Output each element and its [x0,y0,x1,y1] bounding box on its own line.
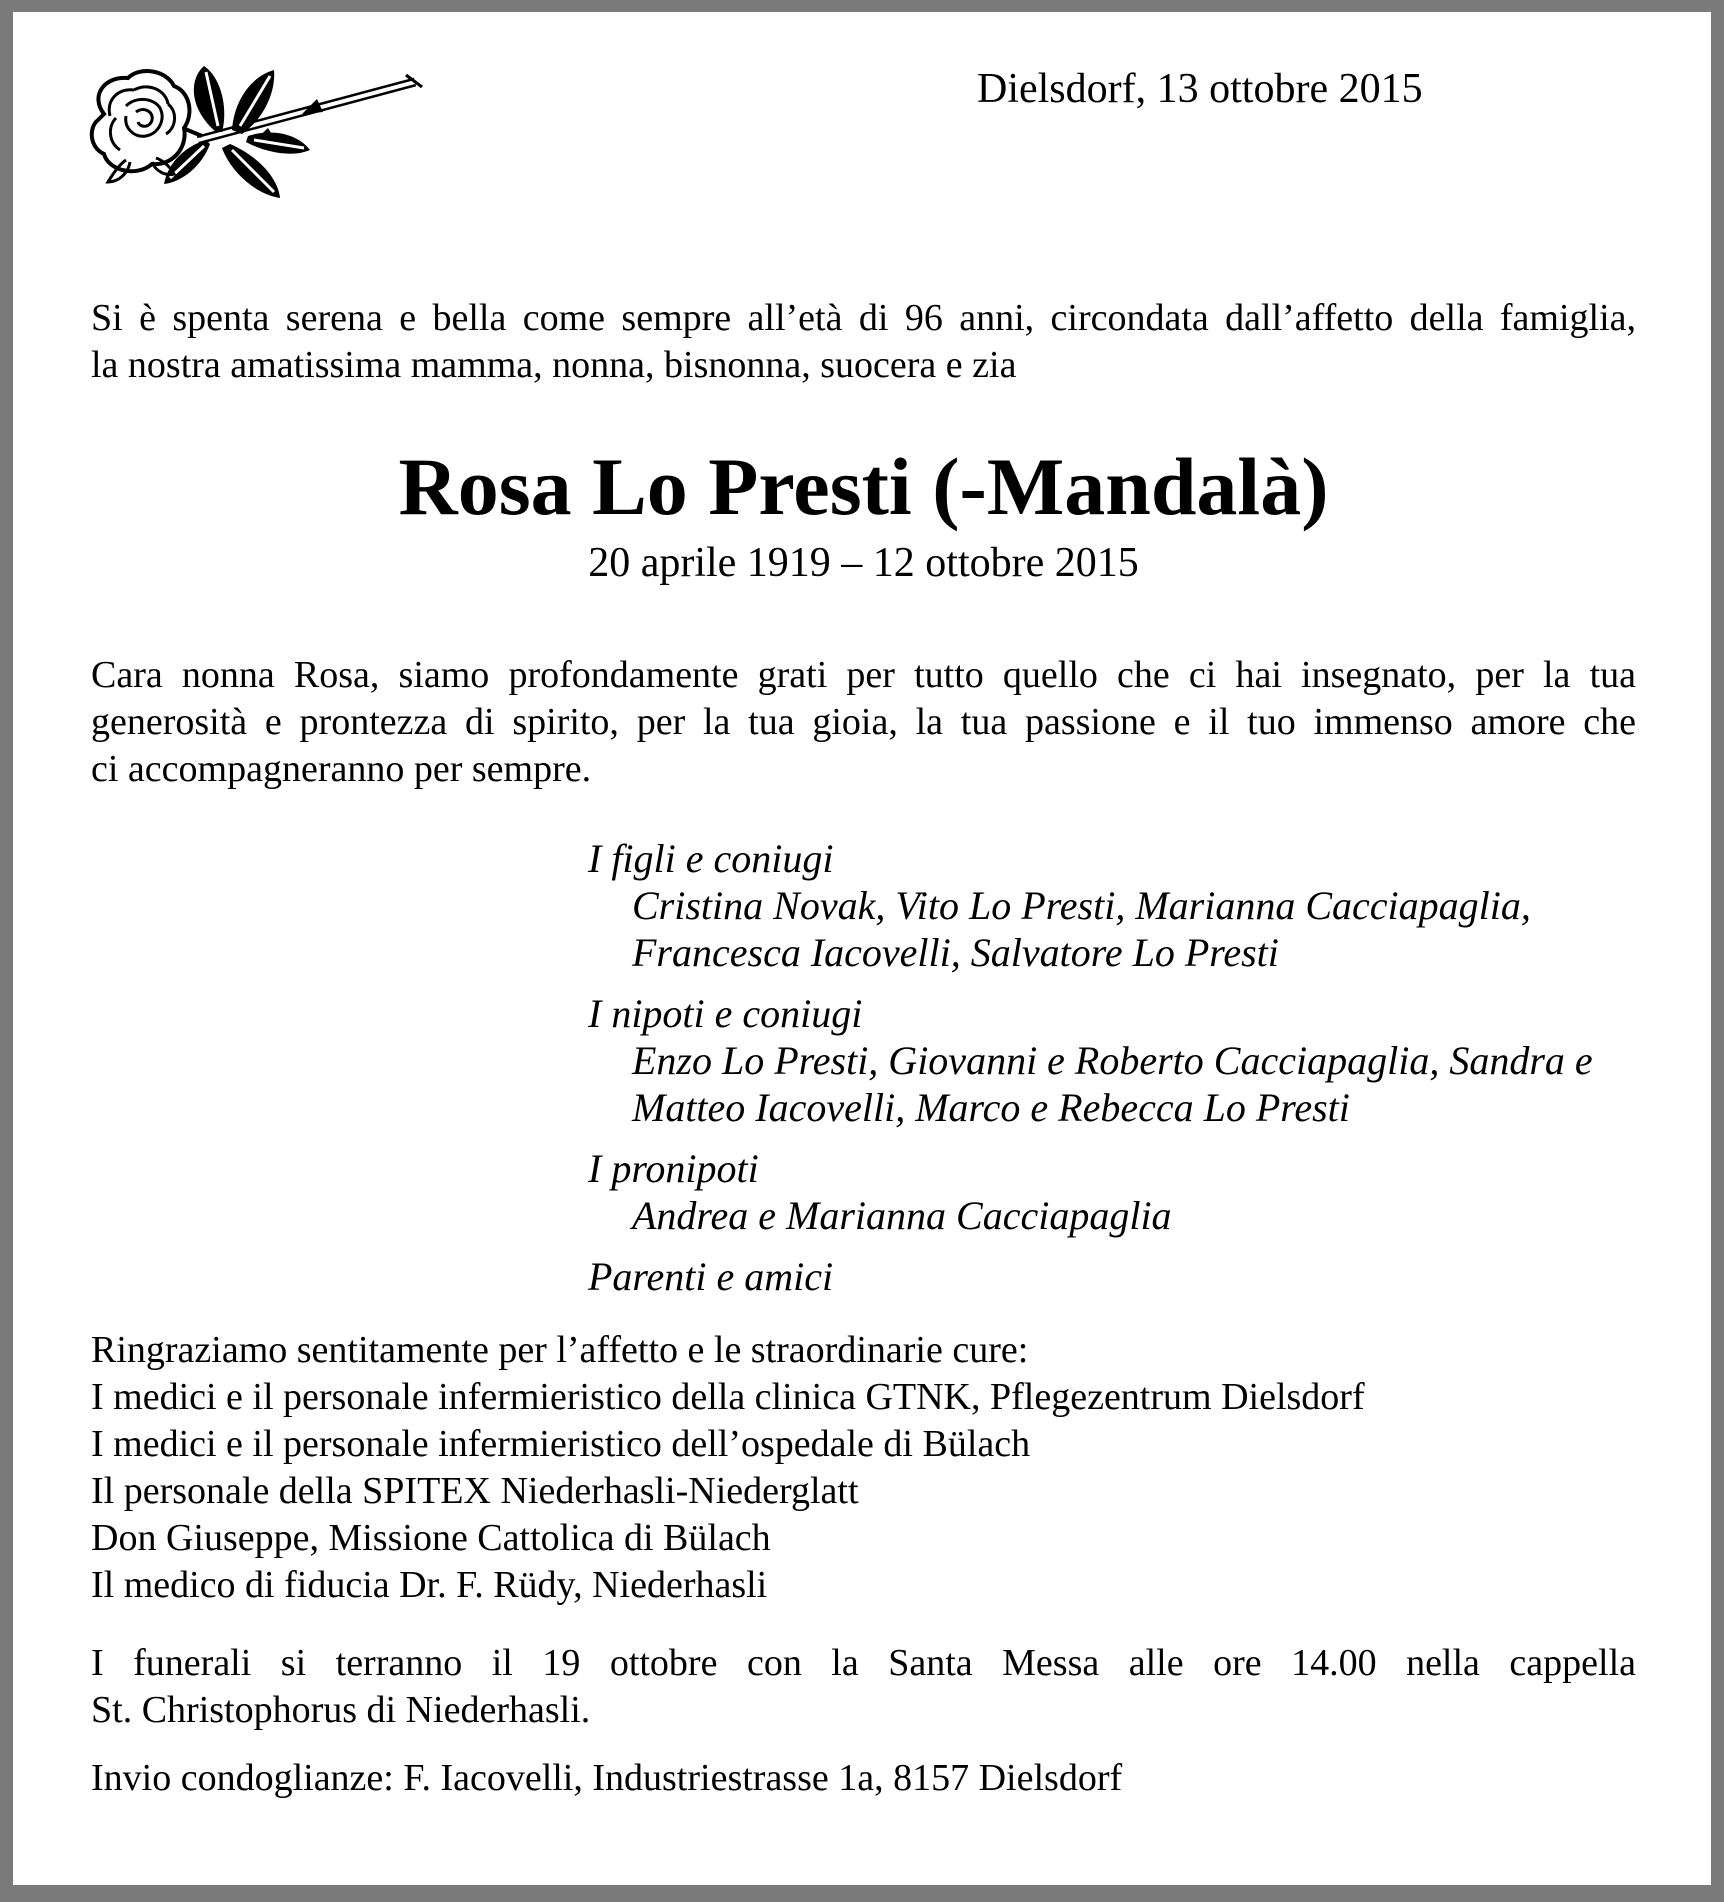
thanks-line: Il personale della SPITEX Niederhasli-Niederglatt [91,1470,859,1512]
tribute-paragraph [91,652,1636,793]
rose-icon [70,62,445,207]
notice-body [13,295,1711,1802]
family-group-grandchildren [588,990,1636,1131]
thanks-line: I medici e il personale infermieristico della clinica GTNK, Pflegezentrum Dielsdorf [91,1376,1365,1418]
condolences-address: Invio condoglianze: F. Iacovelli, Industriestrasse 1a, 8157 Dielsdorf [91,1757,1123,1799]
funeral-line: St. Christophorus di Niederhasli. [91,1689,591,1731]
family-names-line: Cristina Novak, Vito Lo Presti, Marianna Cacciapaglia, [632,883,1531,928]
intro-line: Si è spenta serena e bella come sempre all’età di 96 anni, circondata dall’affetto della famiglia, [91,297,1636,339]
tribute-line: ci accompagneranno per sempre. [91,748,592,790]
family-list [588,835,1636,1300]
tribute-line: Cara nonna Rosa, siamo profondamente grati per tutto quello che ci hai insegnato, per la tua [91,654,1636,696]
intro-line: la nostra amatissima mamma, nonna, bisnonna, suocera e zia [91,344,1017,386]
thanks-line: I medici e il personale infermieristico dell’ospedale di Bülach [91,1423,1031,1465]
deceased-name-title: Rosa Lo Presti (-Mandalà) [398,441,1329,532]
intro-paragraph [91,295,1636,389]
family-group-children [588,835,1636,976]
family-group-label: I figli e coniugi [588,836,834,881]
header [13,12,1711,162]
family-names-line: Enzo Lo Presti, Giovanni e Roberto Cacciapaglia, Sandra e [632,1038,1593,1083]
birth-death-dates: 20 aprile 1919 – 12 ottobre 2015 [588,540,1139,586]
family-group-label: I pronipoti [588,1146,759,1191]
family-group-label: I nipoti e coniugi [588,991,863,1036]
tribute-line: generosità e prontezza di spirito, per la tua gioia, la tua passione e il tuo immenso amore che [91,701,1636,743]
family-names-line: Andrea e Marianna Cacciapaglia [632,1193,1172,1238]
family-names-line: Francesca Iacovelli, Salvatore Lo Presti [632,930,1279,975]
thanks-line: Don Giuseppe, Missione Cattolica di Bülach [91,1517,771,1559]
place-date-line: Dielsdorf, 13 ottobre 2015 [977,66,1423,112]
family-names-line: Matteo Iacovelli, Marco e Rebecca Lo Presti [632,1085,1350,1130]
thanks-line: Ringraziamo sentitamente per l’affetto e le straordinarie cure: [91,1329,1029,1371]
acknowledgements [91,1327,1636,1609]
family-group-great-grandchildren [588,1145,1636,1239]
funeral-info-paragraph [91,1640,1636,1734]
thanks-line: Il medico di fiducia Dr. F. Rüdy, Niederhasli [91,1564,768,1606]
family-group-label: Parenti e amici [588,1254,834,1299]
funeral-line: I funerali si terranno il 19 ottobre con la Santa Messa alle ore 14.00 nella cappella [91,1642,1636,1684]
family-group-relatives-friends [588,1253,1636,1300]
